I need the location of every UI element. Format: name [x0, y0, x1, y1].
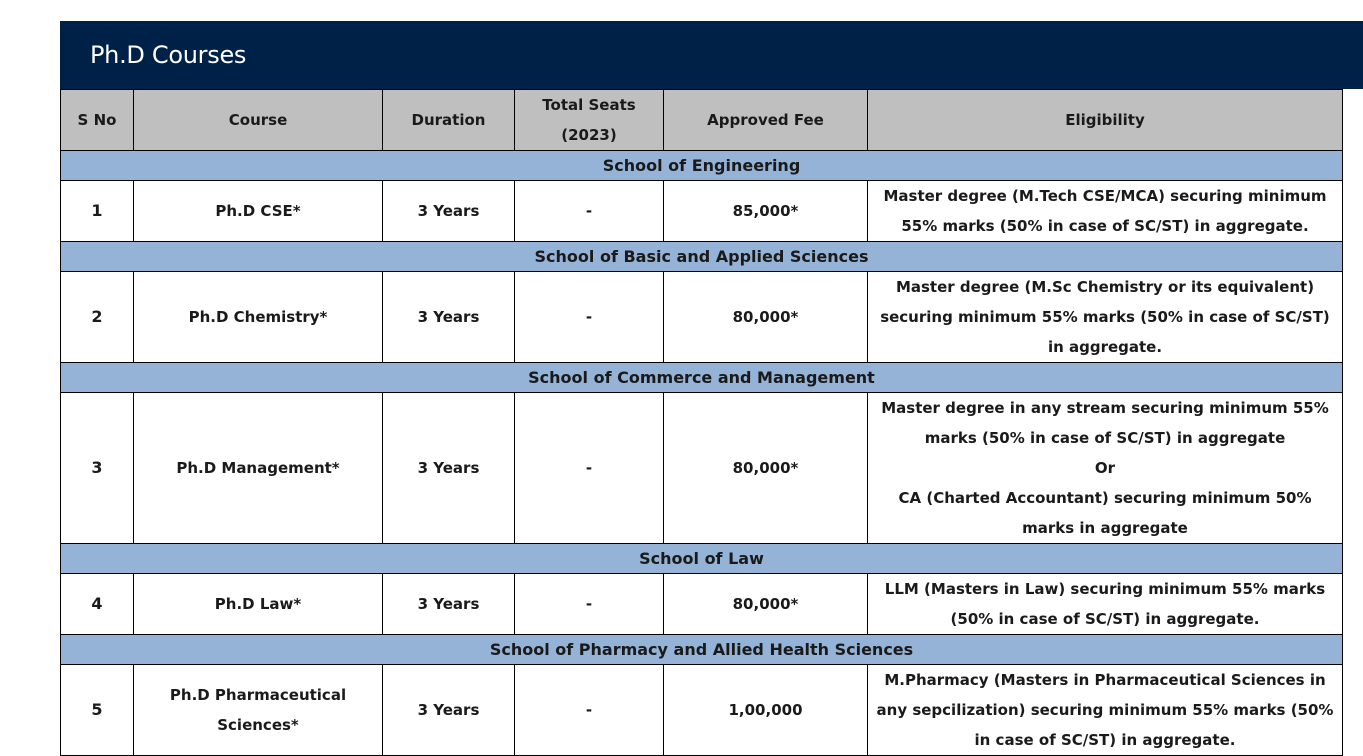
header-sno: S No [61, 90, 134, 151]
sno-cell: 5 [61, 665, 134, 756]
header-seats-line1: Total Seats [542, 96, 636, 114]
section-row [61, 635, 1343, 665]
seats-cell: - [515, 574, 664, 635]
fee-cell: 80,000* [664, 272, 868, 363]
courses-table [60, 89, 1343, 756]
eligibility-cell [868, 665, 1343, 756]
section-title: School of Basic and Applied Sciences [61, 242, 1343, 272]
eligibility-cell [868, 181, 1343, 242]
eligibility-line: Master degree (M.Sc Chemistry or its equivalent) securing minimum 55% marks (50% in case of SC/ST) in aggregate. [880, 278, 1330, 356]
course-cell: Ph.D Management* [134, 393, 383, 544]
section-title: School of Engineering [61, 151, 1343, 181]
section-row [61, 242, 1343, 272]
header-total-seats [515, 90, 664, 151]
header-eligibility: Eligibility [868, 90, 1343, 151]
table-row [61, 665, 1343, 756]
duration-cell: 3 Years [383, 393, 515, 544]
section-row [61, 151, 1343, 181]
sno-cell: 3 [61, 393, 134, 544]
eligibility-cell [868, 272, 1343, 363]
table-row [61, 272, 1343, 363]
section-title: School of Law [61, 544, 1343, 574]
eligibility-line: LLM (Masters in Law) securing minimum 55% marks (50% in case of SC/ST) in aggregate. [884, 580, 1326, 628]
seats-cell: - [515, 393, 664, 544]
section-row [61, 363, 1343, 393]
seats-cell: - [515, 665, 664, 756]
duration-cell: 3 Years [383, 665, 515, 756]
sno-cell: 4 [61, 574, 134, 635]
course-cell: Ph.D Law* [134, 574, 383, 635]
fee-cell: 85,000* [664, 181, 868, 242]
eligibility-line: CA (Charted Accountant) securing minimum 50% marks in aggregate [898, 489, 1312, 537]
eligibility-cell [868, 574, 1343, 635]
eligibility-line: Master degree (M.Tech CSE/MCA) securing minimum 55% marks (50% in case of SC/ST) in aggregate. [883, 187, 1327, 235]
table-row [61, 393, 1343, 544]
eligibility-cell [868, 393, 1343, 544]
table-header-row [61, 90, 1343, 151]
page-title: Ph.D Courses [90, 41, 247, 69]
sno-cell: 2 [61, 272, 134, 363]
eligibility-line: Master degree in any stream securing minimum 55% marks (50% in case of SC/ST) in aggregate [881, 399, 1329, 447]
table-row [61, 574, 1343, 635]
header-course: Course [134, 90, 383, 151]
fee-cell: 1,00,000 [664, 665, 868, 756]
page-header [60, 21, 1363, 89]
sno-cell: 1 [61, 181, 134, 242]
section-title: School of Commerce and Management [61, 363, 1343, 393]
seats-cell: - [515, 272, 664, 363]
eligibility-line: M.Pharmacy (Masters in Pharmaceutical Sciences in any sepcilization) securing minimum 55% marks (50% in case of SC/ST) in aggregate. [876, 671, 1334, 749]
section-title: School of Pharmacy and Allied Health Sciences [61, 635, 1343, 665]
duration-cell: 3 Years [383, 181, 515, 242]
course-cell: Ph.D CSE* [134, 181, 383, 242]
eligibility-line: Or [1094, 459, 1116, 477]
fee-cell: 80,000* [664, 574, 868, 635]
fee-cell: 80,000* [664, 393, 868, 544]
section-row [61, 544, 1343, 574]
duration-cell: 3 Years [383, 574, 515, 635]
table-body [61, 151, 1343, 756]
header-seats-line2: (2023) [561, 126, 617, 144]
course-cell: Ph.D Pharmaceutical Sciences* [134, 665, 383, 756]
header-duration: Duration [383, 90, 515, 151]
course-cell: Ph.D Chemistry* [134, 272, 383, 363]
seats-cell: - [515, 181, 664, 242]
duration-cell: 3 Years [383, 272, 515, 363]
header-fee: Approved Fee [664, 90, 868, 151]
table-row [61, 181, 1343, 242]
